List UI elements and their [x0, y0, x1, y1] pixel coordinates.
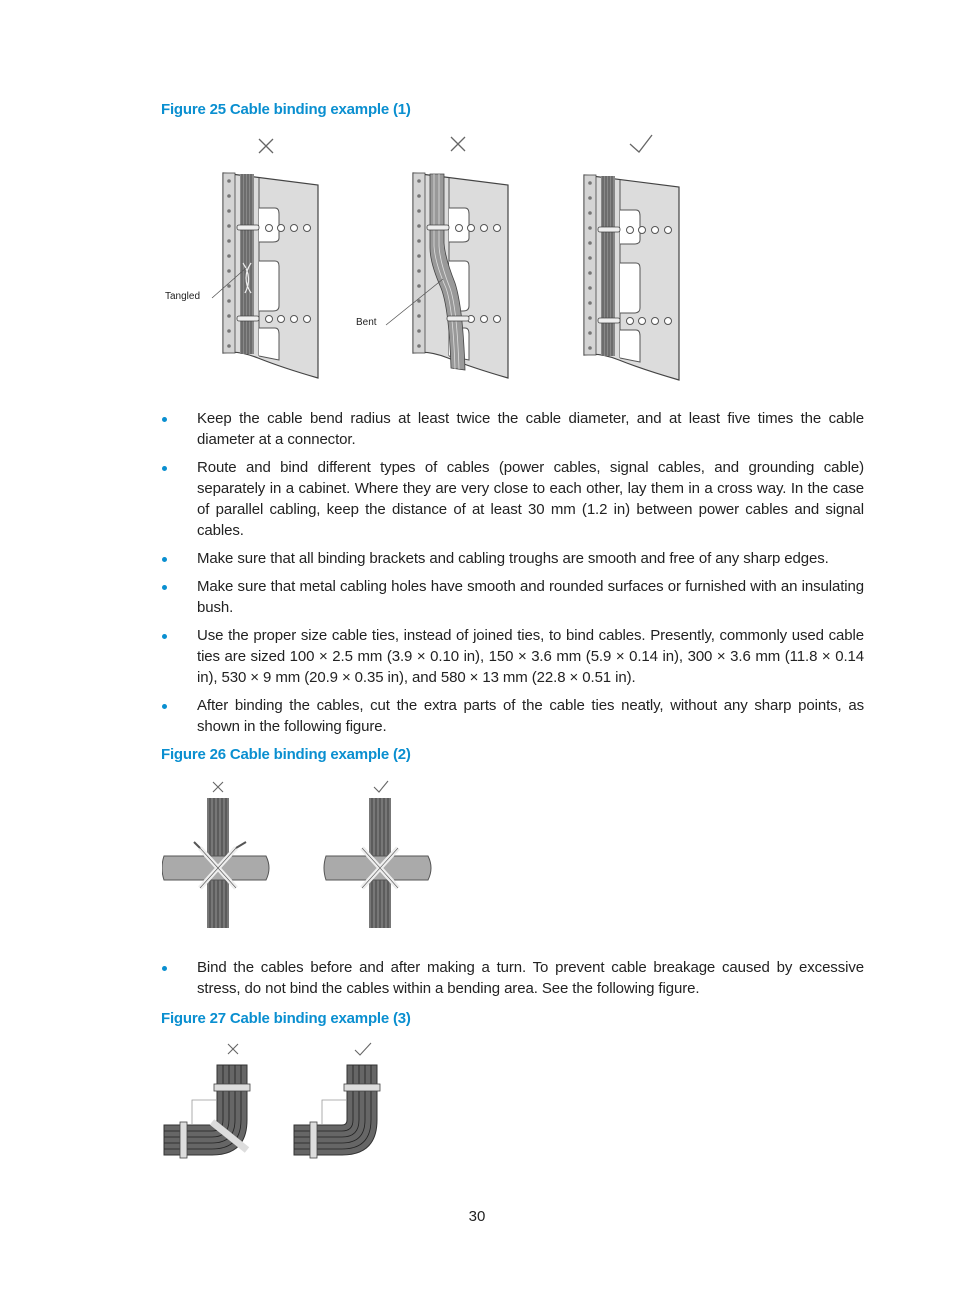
check-icon — [355, 1043, 371, 1055]
cross-icon — [259, 139, 273, 153]
figure-25-caption: Figure 25 Cable binding example (1) — [161, 101, 411, 118]
bullet-icon — [162, 704, 167, 709]
figure-27-bend-binding — [162, 1040, 402, 1160]
bullet-icon — [162, 585, 167, 590]
list-item: Make sure that metal cabling holes have smooth and rounded surfaces or furnished with an insulating bush. — [161, 576, 864, 618]
bullet-icon — [162, 634, 167, 639]
tangled-label: Tangled — [165, 291, 201, 302]
bullet-list-1 — [161, 408, 864, 744]
check-icon — [374, 781, 388, 792]
bullet-icon — [162, 557, 167, 562]
bullet-list-2 — [161, 957, 864, 1006]
rack-correct — [584, 175, 679, 380]
list-item: Route and bind different types of cables (power cables, signal cables, and grounding cable) separately in a cabinet. Where they are very close to each other, lay them in a cross way. In the case of parallel cabling, keep the distance of at least 30 mm (1.2 in) between power cables and signal cables. — [161, 457, 864, 541]
bullet-icon — [162, 966, 167, 971]
wrong-bend — [164, 1044, 250, 1158]
check-icon — [630, 135, 652, 152]
list-item: Make sure that all binding brackets and cabling troughs are smooth and free of any sharp edges. — [161, 548, 864, 569]
wrong-tie — [162, 782, 269, 928]
correct-bend — [294, 1043, 380, 1158]
bullet-icon — [162, 417, 167, 422]
list-item: After binding the cables, cut the extra parts of the cable ties neatly, without any sharp points, as shown in the following figure. — [161, 695, 864, 737]
list-item: Bind the cables before and after making a turn. To prevent cable breakage caused by excessive stress, do not bind the cables within a bending area. See the following figure. — [161, 957, 864, 999]
bullet-icon — [162, 466, 167, 471]
rack-bent — [413, 173, 508, 378]
figure-25-rack-cabling — [160, 128, 700, 386]
list-item: Keep the cable bend radius at least twice the cable diameter, and at least five times the cable diameter at a connector. — [161, 408, 864, 450]
correct-tie — [324, 781, 431, 928]
bent-label: Bent — [356, 317, 377, 328]
cross-icon — [213, 782, 223, 792]
figure-27-caption: Figure 27 Cable binding example (3) — [161, 1010, 411, 1027]
page-number: 30 — [468, 1208, 486, 1225]
figure-26-cable-ties — [162, 778, 442, 930]
list-item: Use the proper size cable ties, instead of joined ties, to bind cables. Presently, commonly used cable ties are sized 100 × 2.5 mm (3.9 × 0.10 in), 150 × 3.6 mm (5.9 × 0.14 in), 300 × 3.6 mm (11.8 × 0.14 in), 530 × 9 mm (20.9 × 0.35 in), and 580 × 13 mm (22.8 × 0.51 in). — [161, 625, 864, 688]
cross-icon — [451, 137, 465, 151]
cross-icon — [228, 1044, 238, 1054]
figure-26-caption: Figure 26 Cable binding example (2) — [161, 746, 411, 763]
